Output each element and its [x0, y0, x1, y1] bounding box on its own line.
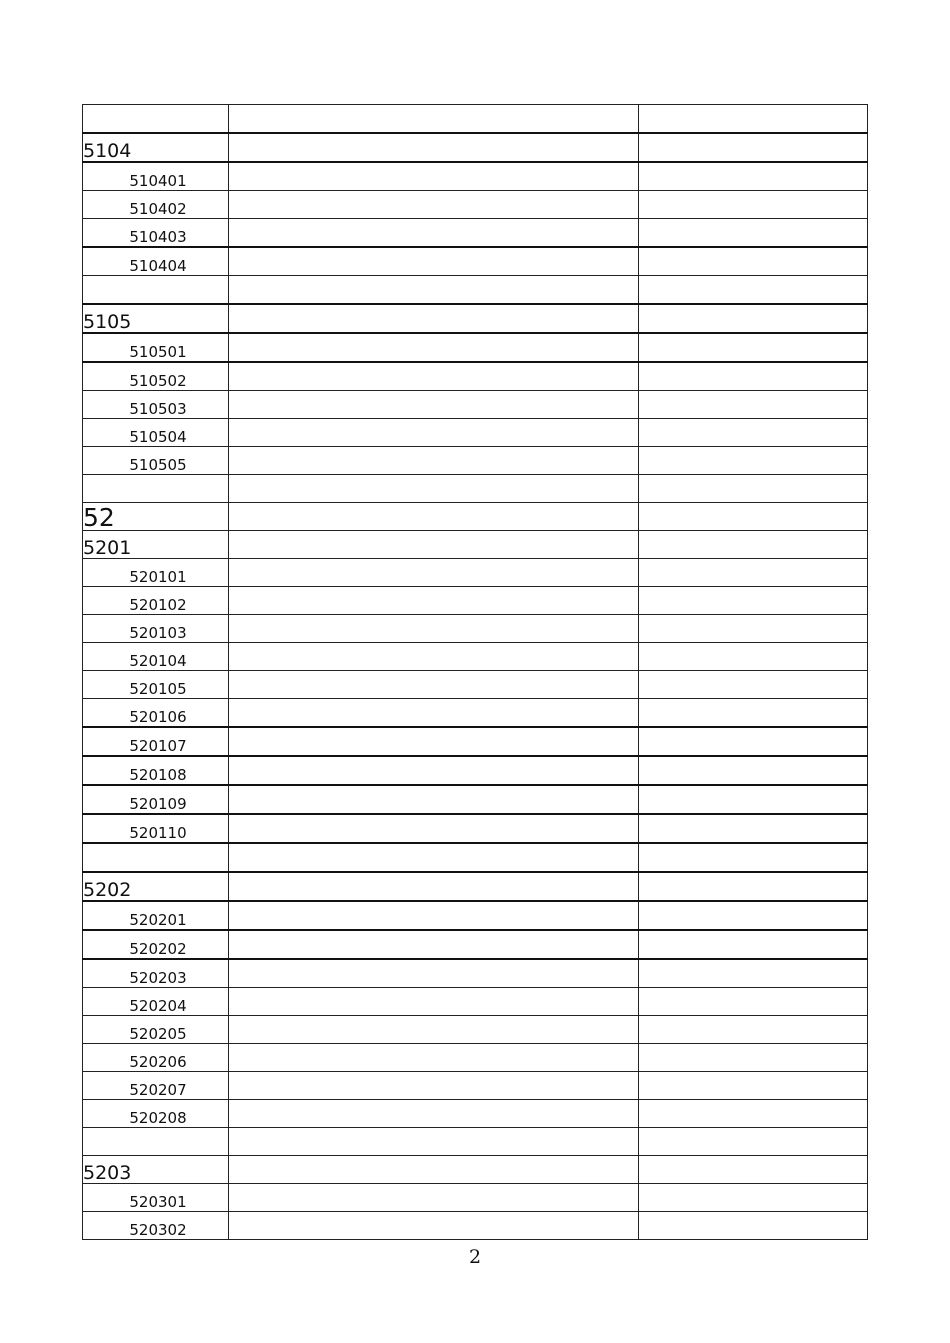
value-cell: [639, 304, 868, 333]
sub-account-code-cell: [83, 447, 229, 475]
value-cell: [639, 391, 868, 419]
value-cell: [639, 1016, 868, 1044]
table-row: [83, 699, 868, 728]
sub-account-code-cell: [83, 1016, 229, 1044]
table-row: [83, 559, 868, 587]
table-row: [83, 531, 868, 559]
value-cell: [639, 559, 868, 587]
value-cell: [639, 785, 868, 814]
description-cell: [229, 475, 639, 503]
table-row: [83, 362, 868, 391]
sub-account-code: 520105: [129, 680, 187, 698]
value-cell: [639, 699, 868, 728]
table-row: [83, 785, 868, 814]
table-row: [83, 988, 868, 1016]
sub-account-code: 520202: [129, 940, 187, 958]
description-cell: [229, 133, 639, 162]
sub-account-code-cell: [83, 1184, 229, 1212]
value-cell: [639, 333, 868, 362]
table-row: [83, 191, 868, 219]
value-cell: [639, 1128, 868, 1156]
page-number: 2: [468, 1246, 482, 1268]
value-cell: [639, 727, 868, 756]
sub-account-code: 520204: [129, 997, 187, 1015]
top-account-code: 52: [83, 503, 229, 531]
value-cell: [639, 1212, 868, 1240]
table-row: [83, 930, 868, 959]
description-cell: [229, 872, 639, 901]
table-row: [83, 587, 868, 615]
sub-account-code: 510502: [129, 372, 187, 390]
sub-account-code-cell: [83, 391, 229, 419]
table-row: [83, 247, 868, 276]
description-cell: [229, 333, 639, 362]
sub-account-code-cell: [83, 727, 229, 756]
sub-account-code: 520104: [129, 652, 187, 670]
sub-account-code-cell: [83, 785, 229, 814]
sub-account-code: 520201: [129, 911, 187, 929]
value-cell: [639, 531, 868, 559]
description-cell: [229, 391, 639, 419]
sub-account-code-cell: [83, 333, 229, 362]
sub-account-code: 520203: [129, 969, 187, 987]
sub-account-code: 510504: [129, 428, 187, 446]
sub-account-code-cell: [83, 559, 229, 587]
table-row: [83, 447, 868, 475]
sub-account-code: 520206: [129, 1053, 187, 1071]
table-row: [83, 333, 868, 362]
description-cell: [229, 531, 639, 559]
sub-account-code-cell: [83, 615, 229, 643]
value-cell: [639, 587, 868, 615]
sub-account-code-cell: [83, 671, 229, 699]
blank-row: [83, 105, 868, 134]
value-cell: [639, 756, 868, 785]
description-cell: [229, 988, 639, 1016]
description-cell: [229, 447, 639, 475]
sub-account-code-cell: [83, 587, 229, 615]
value-cell: [639, 814, 868, 843]
sub-account-code: 520107: [129, 737, 187, 755]
table-row: [83, 1072, 868, 1100]
value-cell: [639, 133, 868, 162]
description-cell: [229, 559, 639, 587]
sub-account-code-cell: [83, 1212, 229, 1240]
sub-account-code: 520102: [129, 596, 187, 614]
table-row: [83, 419, 868, 447]
sub-account-code-cell: [83, 1044, 229, 1072]
value-cell: [639, 1184, 868, 1212]
sub-account-code: 510404: [129, 257, 187, 275]
description-cell: [229, 814, 639, 843]
sub-account-code-cell: [83, 959, 229, 988]
description-cell: [229, 362, 639, 391]
sub-account-code: 520208: [129, 1109, 187, 1127]
value-cell: [639, 901, 868, 930]
description-cell: [229, 699, 639, 728]
table-row: [83, 872, 868, 901]
sub-account-code-cell: [83, 219, 229, 248]
empty-code-cell: [83, 105, 229, 134]
value-cell: [639, 930, 868, 959]
group-account-code: 5104: [83, 133, 229, 162]
description-cell: [229, 959, 639, 988]
value-cell: [639, 1072, 868, 1100]
table-row: [83, 643, 868, 671]
description-cell: [229, 930, 639, 959]
value-cell: [639, 276, 868, 305]
table-row: [83, 615, 868, 643]
value-cell: [639, 247, 868, 276]
description-cell: [229, 503, 639, 531]
empty-code-cell: [83, 475, 229, 503]
sub-account-code: 520207: [129, 1081, 187, 1099]
value-cell: [639, 162, 868, 191]
sub-account-code-cell: [83, 643, 229, 671]
description-cell: [229, 843, 639, 872]
sub-account-code: 520108: [129, 766, 187, 784]
sub-account-code-cell: [83, 1072, 229, 1100]
sub-account-code: 510403: [129, 228, 187, 246]
sub-account-code: 520103: [129, 624, 187, 642]
description-cell: [229, 785, 639, 814]
description-cell: [229, 615, 639, 643]
description-cell: [229, 304, 639, 333]
sub-account-code: 520101: [129, 568, 187, 586]
group-account-code: 5201: [83, 531, 229, 559]
table-row: [83, 219, 868, 248]
value-cell: [639, 1100, 868, 1128]
table-row: [83, 1156, 868, 1184]
sub-account-code: 510501: [129, 343, 187, 361]
value-cell: [639, 362, 868, 391]
sub-account-code: 520302: [129, 1221, 187, 1239]
description-cell: [229, 219, 639, 248]
account-code-table-body: [83, 105, 868, 1240]
blank-row: [83, 843, 868, 872]
account-code-table: [82, 104, 868, 1240]
empty-code-cell: [83, 276, 229, 305]
description-cell: [229, 901, 639, 930]
table-row: [83, 1100, 868, 1128]
description-cell: [229, 727, 639, 756]
empty-code-cell: [83, 843, 229, 872]
description-cell: [229, 419, 639, 447]
description-cell: [229, 1016, 639, 1044]
table-row: [83, 304, 868, 333]
description-cell: [229, 1100, 639, 1128]
description-cell: [229, 162, 639, 191]
sub-account-code-cell: [83, 988, 229, 1016]
description-cell: [229, 247, 639, 276]
table-row: [83, 814, 868, 843]
description-cell: [229, 1156, 639, 1184]
value-cell: [639, 1044, 868, 1072]
value-cell: [639, 419, 868, 447]
value-cell: [639, 447, 868, 475]
table-row: [83, 1016, 868, 1044]
sub-account-code: 520205: [129, 1025, 187, 1043]
value-cell: [639, 671, 868, 699]
table-row: [83, 1212, 868, 1240]
blank-row: [83, 1128, 868, 1156]
blank-row: [83, 475, 868, 503]
description-cell: [229, 276, 639, 305]
sub-account-code-cell: [83, 162, 229, 191]
description-cell: [229, 587, 639, 615]
table-row: [83, 391, 868, 419]
sub-account-code-cell: [83, 191, 229, 219]
value-cell: [639, 643, 868, 671]
group-account-code: 5202: [83, 872, 229, 901]
sub-account-code: 520109: [129, 795, 187, 813]
sub-account-code-cell: [83, 362, 229, 391]
sub-account-code-cell: [83, 930, 229, 959]
sub-account-code-cell: [83, 419, 229, 447]
value-cell: [639, 1156, 868, 1184]
blank-row: [83, 276, 868, 305]
sub-account-code-cell: [83, 814, 229, 843]
description-cell: [229, 671, 639, 699]
table-row: [83, 727, 868, 756]
sub-account-code: 510505: [129, 456, 187, 474]
value-cell: [639, 219, 868, 248]
table-row: [83, 1184, 868, 1212]
sub-account-code-cell: [83, 901, 229, 930]
table-row: [83, 133, 868, 162]
table-row: [83, 959, 868, 988]
sub-account-code: 510503: [129, 400, 187, 418]
value-cell: [639, 475, 868, 503]
value-cell: [639, 503, 868, 531]
table-row: [83, 671, 868, 699]
value-cell: [639, 105, 868, 134]
empty-code-cell: [83, 1128, 229, 1156]
value-cell: [639, 959, 868, 988]
table-row: [83, 756, 868, 785]
sub-account-code-cell: [83, 756, 229, 785]
sub-account-code-cell: [83, 699, 229, 728]
sub-account-code-cell: [83, 247, 229, 276]
value-cell: [639, 872, 868, 901]
description-cell: [229, 1212, 639, 1240]
value-cell: [639, 843, 868, 872]
group-account-code: 5203: [83, 1156, 229, 1184]
group-account-code: 5105: [83, 304, 229, 333]
value-cell: [639, 615, 868, 643]
description-cell: [229, 105, 639, 134]
description-cell: [229, 1044, 639, 1072]
table-row: [83, 503, 868, 531]
sub-account-code-cell: [83, 1100, 229, 1128]
sub-account-code: 510402: [129, 200, 187, 218]
description-cell: [229, 756, 639, 785]
value-cell: [639, 191, 868, 219]
sub-account-code: 510401: [129, 172, 187, 190]
value-cell: [639, 988, 868, 1016]
table-row: [83, 901, 868, 930]
sub-account-code: 520301: [129, 1193, 187, 1211]
description-cell: [229, 1184, 639, 1212]
description-cell: [229, 1128, 639, 1156]
table-row: [83, 162, 868, 191]
description-cell: [229, 191, 639, 219]
sub-account-code: 520110: [129, 824, 187, 842]
table-row: [83, 1044, 868, 1072]
description-cell: [229, 1072, 639, 1100]
description-cell: [229, 643, 639, 671]
sub-account-code: 520106: [129, 708, 187, 726]
